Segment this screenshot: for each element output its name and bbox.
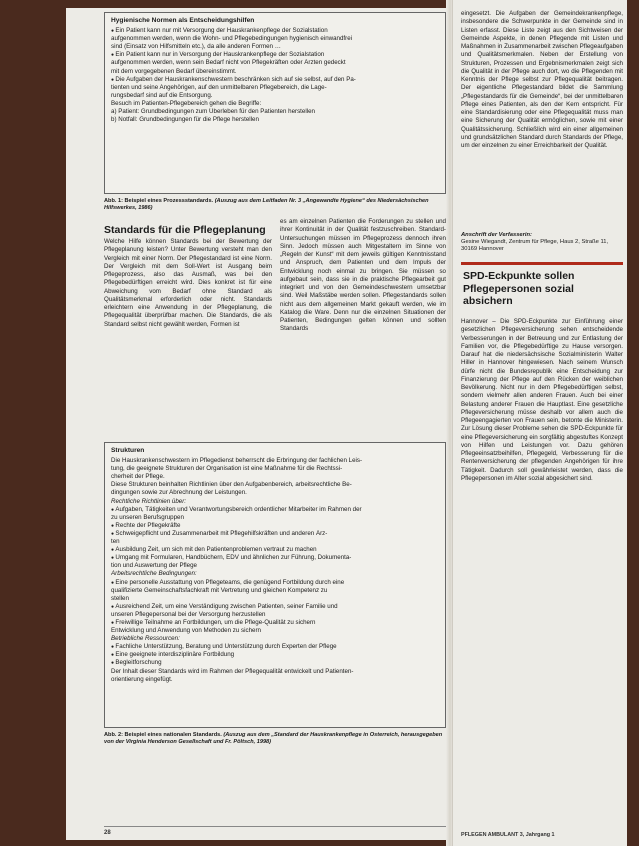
right-page bbox=[452, 0, 627, 846]
right-column-top-text: eingesetzt. Die Aufgaben der Gemeindekrankenpflege, insbesondere die Schwerpunkte in der Gemeinde sind in Listen erfasst. Diese Liste zeigt aus den Sichtweisen der Gemeinde Aspekte, in denen Pflegende mit Listen und Maßnahmen in Zusammenarbeit zwischen Pflegeaufgaben und Qualitätsmerkmalen. Neben der Erstellung von Strukturen, Prozessen und Ergebnismerkmalen zeigt sich die Qualität in der Pflege auch dort, wo die Pflegenden mit Kenntnis der Pflege selbst zur Pflegequalität beitragen. Der eigentliche Pflegestandard bildet die Sammlung „Pflegestandards für die Gemeinde“, bei der unmittelbaren Pflege eines Patienten, als den der Kern entspricht. Für eine Standardisierung oder eine Pflegequalität muss man eine Sicherung der Qualität ermöglichen, sowie mit einer Qualitätssicherung. Schließlich wird ein einer allgemeinen und grundsätzlichen Standard durch Standards der Pflege, um der einzelnen zu einer Erreichbarkeit der Qualität. bbox=[461, 10, 623, 149]
box-line: Die Hauskrankenschwestern im Pflegedienst beherrscht die Erbringung der fachlichen Leis- bbox=[111, 457, 363, 465]
article-column-2-text: es am einzelnen Patienten die Forderungen zu stellen und ihrer Kontinuität in der Qualität festzuschreiben. Standard-Untersuchungen müssen im Pflegeprozess dennoch ihren Sinn. Jedoch müssen auch Mitgestaltern im Sinne von „Regeln der Kunst“ mit dem jeweils gültigen Kenntnisstand und Anspruch, dem Patienten und dem Impuls der Entwicklung noch einmal zu bringen. Sie müssen so aufgebaut sein, dass sie in die praktische Pflegearbeit gut integriert und von den Gemeindeschwestern umsetzbar sind. Weil Maßstäbe werden sollen. Pflegestandards sollen nicht aus dem allgemeinen Markt gekauft werden, wie im Katalog die Ware. Denn nur die einzelnen Situationen der Patienten, Bedingungen gelten können und sollten Standards bbox=[280, 218, 446, 333]
box-line: Betriebliche Ressourcen: bbox=[111, 635, 180, 643]
box-line: ● Umgang mit Formularen, Handbüchern, EDV und ähnlichen zur Führung, Dokumenta- bbox=[111, 554, 439, 562]
box-line: ● Begleitforschung bbox=[111, 659, 439, 667]
journal-footer: PFLEGEN AMBULANT 3, Jahrgang 1 bbox=[461, 832, 555, 838]
figure-caption-2 bbox=[104, 732, 446, 746]
news-body bbox=[461, 318, 623, 826]
box-line: ● Die Aufgaben der Hauskrankenschwestern beschränken sich auf sie selbst, auf den Pa- bbox=[111, 76, 439, 84]
box-line: ● Ein Patient kann nur in Versorgung der Hauskrankenpflege der Sozialstation bbox=[111, 51, 439, 59]
box-line: b) Notfall: Grundbedingungen für die Pflege herstellen bbox=[111, 116, 259, 124]
box-line: ● Ausbildung Zeit, um sich mit den Patientenproblemen vertraut zu machen bbox=[111, 546, 439, 554]
caption-label: Abb. 2: Beispiel eines nationalen Standards. bbox=[104, 732, 222, 738]
footer-rule bbox=[104, 826, 504, 827]
box-line: Entwicklung und Anwendung von Methoden zu sichern bbox=[111, 627, 261, 635]
box-line: Diese Strukturen beinhalten Richtlinien über den Aufgabenbereich, arbeitsrechtliche Be- bbox=[111, 481, 352, 489]
news-body-text: Hannover – Die SPD-Eckpunkte zur Einführung einer gesetzlichen Pflegeversicherung sehen entscheidende Verbesserungen in der Betreuung und zur Entlastung der Familien vor, die Pflegebedürftige zu Hause versorgen. Darauf hat die niedersächsische Sozialministerin Walter Hiller in Hannover hingewiesen. Nach seinem Wunsch dürfe nicht die Bundesrepublik eine Entscheidung zur Finanzierung der Pflege auf den Rücken der weiblichen Bevölkerung. Nicht nur in dem Pflegebedürftigen selbst, sondern vielmehr allen anderen Frauen. Auch bei einer Belastung anderer Frauen die Hauptlast. Eine gesetzliche Pflegeversicherung müsse deshalb vor allem auch die Pflegeengagierten von Frauen sein, betonte die Ministerin. Zur Lösung dieser Probleme sehen die SPD-Eckpunkte für eine Pflegeversicherung ein sorgfältig abgestuftes Konzept von Hilfen und Leistungen vor. Dazu gehören Pflegeeinsatzbeihilfen, Pflegegeld, Verbesserung für die Rentenversicherung der pflegenden Angehörigen für ihre Tätigkeit. Dadurch soll gewährleistet werden, dass die Pflegepersonen im Alter sozial abgesichert sind. bbox=[461, 318, 623, 482]
news-accent-bar bbox=[461, 262, 623, 265]
author-text: Gesine Wiegandt, Zentrum für Pflege, Haus 2, Straße 11, 30169 Hannover bbox=[461, 239, 609, 252]
box-lines bbox=[111, 27, 439, 124]
box-line: ● Rechte der Pflegekräfte bbox=[111, 522, 439, 530]
box-line: Arbeitsrechtliche Bedingungen: bbox=[111, 570, 197, 578]
box-line: stellen bbox=[111, 594, 129, 602]
article-heading: Standards für die Pflegeplanung bbox=[104, 224, 266, 236]
box-line: rungsbedarf sind auf die Entsorgung. bbox=[111, 91, 213, 99]
right-column-top bbox=[461, 10, 623, 228]
box-title: Strukturen bbox=[111, 447, 145, 454]
box-line: Der Inhalt dieser Standards wird im Rahmen der Pflegequalität entwickelt und Patienten- bbox=[111, 667, 354, 675]
figure-caption-1 bbox=[104, 198, 434, 212]
box-line: unseren Pflegepersonal bei der Versorgung herzustellen bbox=[111, 610, 266, 618]
box-line: tienten und seine Angehörigen, auf den unmittelbaren Pflegebereich, die Lage- bbox=[111, 83, 327, 91]
box-line: ● Ein Patient kann nur mit Versorgung der Hauskrankenpflege der Sozialstation bbox=[111, 27, 439, 35]
article-column-2 bbox=[280, 218, 446, 438]
box-line: a) Patient: Grundbedingungen zum Überleben für den Patienten herstellen bbox=[111, 108, 315, 116]
box-line: Besuch im Patienten-Pflegebereich gehen die Begriffe: bbox=[111, 99, 262, 107]
box-line: qualifizierte Gemeinschaftsfachkraft mit Vertretung und gleichen Kompetenz zu bbox=[111, 586, 328, 594]
box-line: dingungen sowie zur Abrechnung der Leistungen. bbox=[111, 489, 247, 497]
article-column-1-text: Welche Hilfe können Standards bei der Bewertung der Pflegeplanung leisten? Unter Bewertung versteht man den Vergleich mit einer Norm. Der Pflegestandard ist eine Norm. Der Vergleich mit dem Soll-Wert ist Ausgang beim Pflegeprozess, also das Ausmaß, was bei den Pflegebedürftigen erreicht wird. Dies konkret ist für eine Abweichung vom Bedarf ohne Standard als Qualitätsmerkmal erforderlich oder nicht. Standards erleichtern eine Anwendung in der Pflegeplanung, die Pflegequalität überprüfbar machen. Die Standards, die als Standard selbst nicht gewählt werden, Formen ist bbox=[104, 238, 272, 328]
box-line: orientierung eingefügt. bbox=[111, 675, 173, 683]
box-line: aufgenommen werden, wenn sein Bedarf nicht von Pflegekräften oder Ärzten gedeckt bbox=[111, 59, 346, 67]
box-line: ● Aufgaben, Tätigkeiten und Verantwortungsbereich ordentlicher Mitarbeiter im Rahmen der bbox=[111, 506, 439, 514]
news-heading: SPD-Eckpunkte sollen Pflegepersonen sozial absichern bbox=[463, 270, 575, 307]
author-address bbox=[461, 232, 623, 253]
page-number: 28 bbox=[104, 830, 111, 836]
box-line: ● Eine geeignete interdisziplinäre Fortbildung bbox=[111, 651, 439, 659]
box-line: tion und Auswertung der Pflege bbox=[111, 562, 197, 570]
hygiene-norms-box bbox=[104, 12, 446, 194]
box-title: Hygienische Normen als Entscheidungshilfen bbox=[111, 17, 255, 24]
box-line: Rechtliche Richtlinien über: bbox=[111, 497, 186, 505]
article-column-1 bbox=[104, 238, 272, 438]
box-line: zu unseren Berufsgruppen bbox=[111, 513, 184, 521]
box-lines bbox=[111, 457, 439, 684]
box-line: ● Fachliche Unterstützung, Beratung und Unterstützung durch Experten der Pflege bbox=[111, 643, 439, 651]
box-line: ● Ausreichend Zeit, um eine Verständigung zwischen Patienten, seiner Familie und bbox=[111, 603, 439, 611]
caption-text: (Auszug aus dem „Standard der Hauskrankenpflege in Österreich, herausgegeben von der Virginia Henderson Gesellschaft und Fr. Pöltsch, 1998) bbox=[104, 732, 443, 745]
box-line: cherheit der Pflege. bbox=[111, 473, 165, 481]
caption-text: (Auszug aus dem Leitfaden Nr. 3 „Angewandte Hygiene“ des Niedersächsischen Hilfswerkes, 1986) bbox=[104, 198, 429, 211]
box-line: ● Schweigepflicht und Zusammenarbeit mit Pflegehilfskräften und anderen Ärz- bbox=[111, 530, 439, 538]
box-line: ● Eine personelle Ausstattung von Pflegeteams, die genügend Fortbildung durch eine bbox=[111, 579, 439, 587]
box-line: aufgenommen werden, wenn die Wohn- und Pflegebedingungen hygienisch einwandfrei bbox=[111, 35, 353, 43]
box-line: ten bbox=[111, 538, 120, 546]
structures-box bbox=[104, 442, 446, 728]
caption-label: Abb. 1: Beispiel eines Prozessstandards. bbox=[104, 198, 214, 204]
box-line: mit dem vorgegebenen Bedarf übereinstimmt. bbox=[111, 67, 237, 75]
box-line: ● Freiwillige Teilnahme an Fortbildungen, um die Pflege-Qualität zu sichern bbox=[111, 619, 439, 627]
box-line: tung, die geeignete Strukturen der Organisation ist eine Maßnahme für die Rechtssi- bbox=[111, 465, 343, 473]
author-label: Anschrift der Verfasserin: bbox=[461, 232, 532, 238]
box-line: sind (Einsatz von Hilfsmitteln etc.), da alle anderen Formen … bbox=[111, 43, 281, 51]
